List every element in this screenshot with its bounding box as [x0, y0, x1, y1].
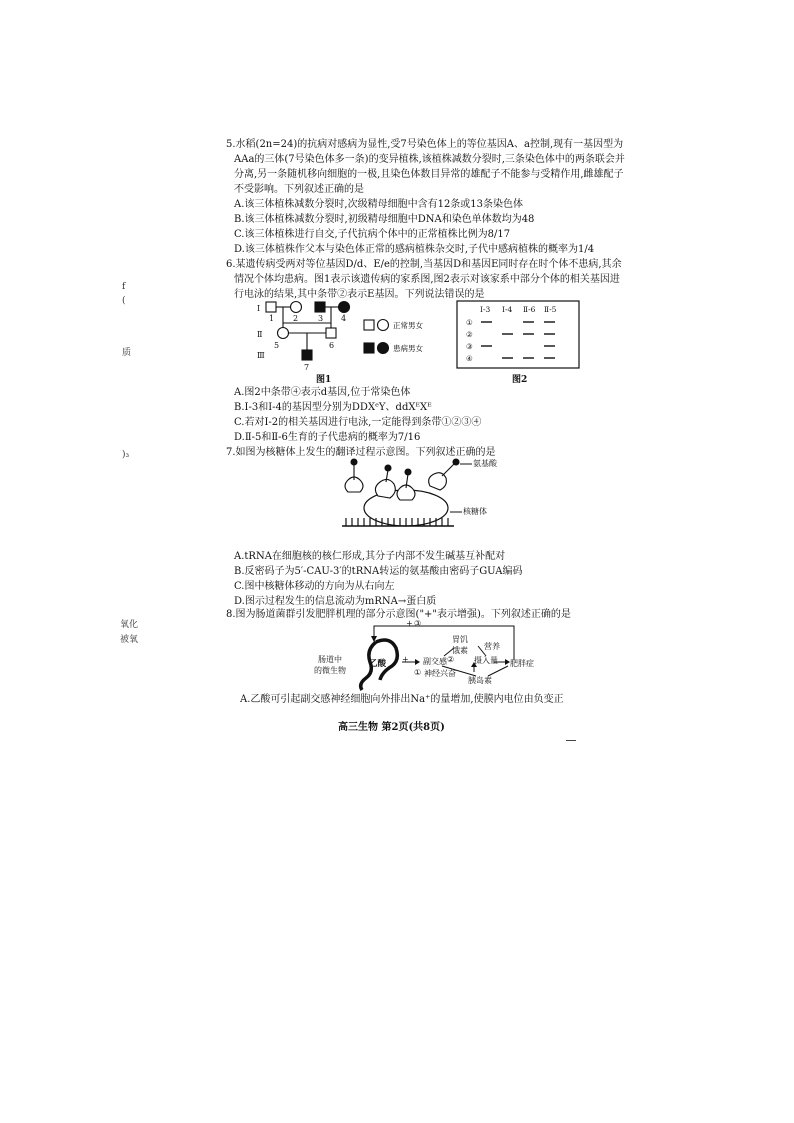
amino-acid-label: 氨基酸 — [473, 459, 497, 468]
margin-fragment: ( — [122, 296, 126, 306]
gut-microbes-label: 的微生物 — [314, 666, 346, 675]
individual-id: 3 — [318, 314, 324, 323]
margin-fragment: 氧化 — [120, 620, 139, 630]
q5-option-a: A.该三体植株减数分裂时,次级精母细胞中含有12条或13条染色体 — [234, 199, 524, 210]
q5-option-b: B.该三体植株减数分裂时,初级精母细胞中DNA和染色单体数均为48 — [234, 214, 535, 225]
footer-dash — [566, 740, 576, 741]
num3-label: ③ — [414, 619, 422, 628]
num2-label: ② — [447, 655, 455, 664]
q6-stem-line: 情况个体均患病。图1表示该遗传病的家系图,图2表示对该家系中部分个体的相关基因进 — [234, 274, 620, 285]
page-footer: 高三生物 第2页(共8页) — [338, 722, 445, 733]
q7-stem: 7.如图为核糖体上发生的翻译过程示意图。下列叙述正确的是 — [226, 447, 496, 458]
gel-band-label: ① — [466, 318, 473, 327]
q7-option-d: D.图示过程发生的信息流动为mRNA→蛋白质 — [234, 596, 437, 607]
generation-label: Ⅲ — [257, 351, 265, 360]
q6-stem-line: 6.某遗传病受两对等位基因D/d、E/e的控制,当基因D和基因E同时存在时个体不患病,其余 — [226, 259, 622, 270]
legend-normal: 正常男女 — [393, 321, 423, 330]
q6-stem-line: 行电泳的结果,其中条带②表示E基因。下列说法错误的是 — [234, 289, 485, 300]
gel-band-label: ④ — [466, 354, 473, 363]
gastric-label: 胃饥 — [452, 635, 468, 644]
margin-fragment: 质 — [122, 348, 132, 358]
q6-option-d: D.Ⅱ-5和Ⅱ-6生育的子代患病的概率为7/16 — [234, 432, 421, 443]
margin-fragment: 被氧 — [120, 635, 139, 645]
q6-option-a: A.图2中条带④表示d基因,位于常染色体 — [234, 387, 411, 398]
q6-option-c: C.若对Ⅰ-2的相关基因进行电泳,一定能得到条带①②③④ — [234, 417, 482, 428]
q5-stem-line: 5.水稻(2n=24)的抗病对感病为显性,受7号染色体上的等位基因A、a控制,现有一基因型为 — [226, 139, 624, 150]
q7-option-b: B.反密码子为5′-CAU-3′的tRNA转运的氨基酸由密码子GUA编码 — [234, 566, 523, 577]
gel-lane-label: Ⅰ-3 — [480, 305, 491, 314]
parasympathetic-label: 副交感 — [423, 657, 447, 666]
insulin-label: 胰岛素 — [468, 676, 492, 685]
num1-label: ① — [414, 668, 422, 677]
plus-label: + — [402, 655, 409, 664]
q7-option-c: C.图中核糖体移动的方向为从右向左 — [234, 581, 395, 592]
generation-label: Ⅰ — [257, 304, 261, 313]
q5-stem-line: AAa的三体(7号染色体多一条)的变异植株,该植株减数分裂时,三条染色体中的两条联会并 — [234, 154, 625, 165]
gel-band-label: ② — [466, 330, 473, 339]
plus-label: + — [406, 619, 413, 628]
q6-option-b: B.Ⅰ-3和Ⅰ-4的基因型分别为DDXᵉY、ddXᴱXᴱ — [234, 402, 432, 413]
individual-id: 7 — [304, 363, 310, 372]
q5-stem-line: 分离,另一条随机移向细胞的一极,且染色体数目异常的雄配子不能参与受精作用,雌雄配子 — [234, 169, 624, 180]
q8-option-a: A.乙酸可引起副交感神经细胞向外排出Na⁺的量增加,使膜内电位由负变正 — [240, 694, 564, 705]
figure-1-caption: 图1 — [316, 375, 332, 385]
figure-2-caption: 图2 — [512, 375, 528, 385]
gel-band-label: ③ — [466, 342, 473, 351]
acetic-acid-label: 乙酸 — [369, 659, 387, 669]
individual-id: 6 — [329, 341, 335, 350]
individual-id: 1 — [269, 314, 275, 323]
nutrient-label: 营养 — [484, 642, 500, 651]
electrophoresis-figure — [456, 300, 580, 370]
q5-option-d: D.该三体植株作父本与染色体正常的感病植株杂交时,子代中感病植株的概率为1/4 — [234, 244, 595, 255]
individual-id: 5 — [274, 341, 280, 350]
gut-microbes-label: 肠道中 — [318, 655, 342, 664]
individual-id: 2 — [293, 314, 299, 323]
nerve-excite-label: 神经兴奋 — [424, 669, 456, 678]
individual-id: 4 — [341, 314, 347, 323]
gel-lane-label: Ⅱ-6 — [523, 305, 536, 314]
margin-fragment: )₃ — [122, 450, 130, 460]
generation-label: Ⅱ — [257, 330, 263, 339]
nutrient-label: 摄入量 — [474, 656, 498, 665]
margin-fragment: f — [122, 282, 126, 292]
q7-option-a: A.tRNA在细胞核的核仁形成,其分子内部不发生碱基互补配对 — [234, 551, 506, 562]
gel-lane-label: Ⅰ-4 — [502, 305, 513, 314]
gastric-label: 饿素 — [452, 646, 468, 655]
translation-figure — [338, 456, 488, 548]
gel-lane-label: Ⅱ-5 — [544, 305, 557, 314]
legend-affected: 患病男女 — [393, 344, 423, 353]
obesity-label: 肥胖症 — [510, 659, 534, 668]
ribosome-label: 核糖体 — [463, 507, 487, 516]
q5-option-c: C.该三体植株进行自交,子代抗病个体中的正常植株比例为8/17 — [234, 229, 511, 240]
q8-stem: 8.图为肠道菌群引发肥胖机理的部分示意图("+"表示增强)。下列叙述正确的是 — [226, 609, 571, 620]
pedigree-figure — [250, 296, 450, 388]
q5-stem-line: 不受影响。下列叙述正确的是 — [234, 184, 364, 195]
